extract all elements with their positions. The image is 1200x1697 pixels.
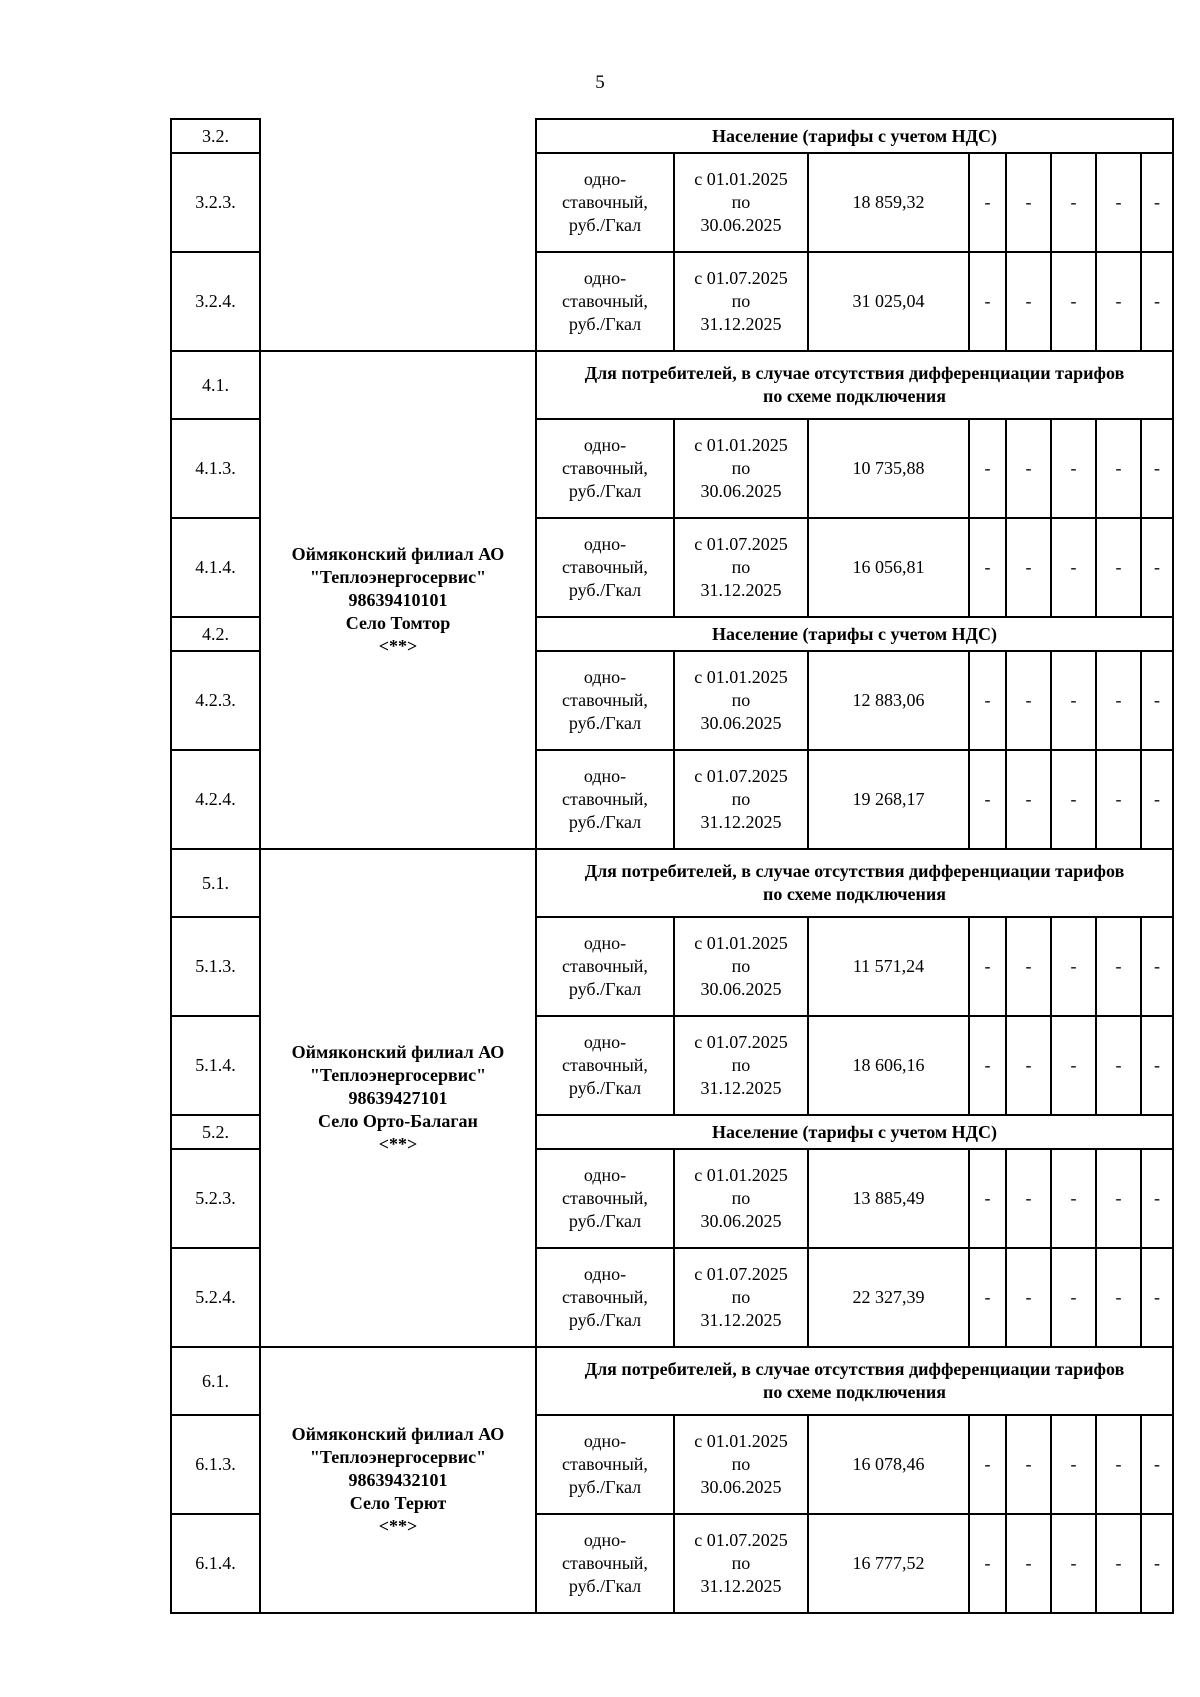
section-header-population: Население (тарифы с учетом НДС): [536, 617, 1173, 651]
cell-line: Село Терют: [349, 1492, 447, 1513]
empty-value-dash: -: [969, 1415, 1006, 1514]
empty-value-dash: -: [969, 750, 1006, 849]
cell-line: руб./Гкал: [568, 1211, 642, 1231]
cell-line: с 01.07.2025: [694, 268, 788, 288]
empty-value-dash: -: [1141, 651, 1173, 750]
empty-value-dash: -: [1006, 153, 1051, 252]
tariff-value: 12 883,06: [808, 651, 969, 750]
cell-line: Оймяконский филиал АО: [291, 1423, 505, 1444]
cell-line: руб./Гкал: [568, 1477, 642, 1497]
cell-line: 31.12.2025: [700, 1576, 782, 1596]
cell-line: 30.06.2025: [700, 481, 782, 501]
period: [674, 1415, 808, 1514]
cell-line: одно-: [583, 667, 627, 687]
empty-value-dash: -: [1051, 1149, 1096, 1248]
period: [674, 518, 808, 617]
cell-line: руб./Гкал: [568, 481, 642, 501]
cell-line: Оймяконский филиал АО: [291, 543, 505, 564]
empty-value-dash: -: [1006, 1149, 1051, 1248]
cell-line: ставочный,: [562, 1287, 648, 1307]
tariff-value: 13 885,49: [808, 1149, 969, 1248]
row-number: 4.1.3.: [171, 419, 260, 518]
section-header-consumers: [536, 351, 1173, 419]
cell-line: ставочный,: [562, 1454, 648, 1474]
empty-value-dash: -: [1096, 750, 1141, 849]
cell-line: одно-: [583, 766, 627, 786]
empty-value-dash: -: [1096, 518, 1141, 617]
empty-value-dash: -: [1006, 1248, 1051, 1347]
cell-line: одно-: [583, 1264, 627, 1284]
cell-line: руб./Гкал: [568, 812, 642, 832]
empty-value-dash: -: [1006, 651, 1051, 750]
empty-value-dash: -: [1051, 1248, 1096, 1347]
empty-value-dash: -: [1096, 1415, 1141, 1514]
cell-line: Село Томтор: [345, 612, 451, 633]
cell-line: 30.06.2025: [700, 1477, 782, 1497]
cell-line: по: [731, 557, 751, 577]
cell-line: руб./Гкал: [568, 713, 642, 733]
empty-value-dash: -: [1051, 419, 1096, 518]
empty-value-dash: -: [1141, 518, 1173, 617]
cell-line: с 01.07.2025: [694, 1530, 788, 1550]
cell-line: Для потребителей, в случае отсутствия дифференциации тарифов: [584, 861, 1125, 881]
cell-line: 98639432101: [348, 1469, 448, 1490]
row-number: 5.2.4.: [171, 1248, 260, 1347]
cell-line: руб./Гкал: [568, 1078, 642, 1098]
empty-value-dash: -: [1006, 252, 1051, 351]
cell-line: 30.06.2025: [700, 215, 782, 235]
rate-type: [536, 419, 674, 518]
cell-line: Оймяконский филиал АО: [291, 1041, 505, 1062]
cell-line: 98639410101: [348, 589, 448, 610]
empty-value-dash: -: [969, 651, 1006, 750]
tariff-value: 18 859,32: [808, 153, 969, 252]
cell-line: по: [731, 789, 751, 809]
empty-value-dash: -: [1051, 1514, 1096, 1613]
cell-line: руб./Гкал: [568, 979, 642, 999]
cell-line: по: [731, 956, 751, 976]
empty-value-dash: -: [1006, 750, 1051, 849]
cell-line: Село Орто-Балаган: [318, 1110, 478, 1131]
cell-line: по: [731, 291, 751, 311]
empty-value-dash: -: [1051, 518, 1096, 617]
row-number: 4.1.: [171, 351, 260, 419]
cell-line: с 01.07.2025: [694, 1264, 788, 1284]
empty-value-dash: -: [1141, 1415, 1173, 1514]
cell-line: 30.06.2025: [700, 979, 782, 999]
cell-line: с 01.07.2025: [694, 534, 788, 554]
empty-value-dash: -: [969, 518, 1006, 617]
empty-value-dash: -: [1006, 917, 1051, 1016]
cell-line: ставочный,: [562, 291, 648, 311]
tariff-value: 22 327,39: [808, 1248, 969, 1347]
rate-type: [536, 1514, 674, 1613]
empty-value-dash: -: [1096, 651, 1141, 750]
cell-line: одно-: [583, 1530, 627, 1550]
row-number: 6.1.: [171, 1347, 260, 1415]
cell-line: ставочный,: [562, 956, 648, 976]
empty-value-dash: -: [1141, 153, 1173, 252]
rate-type: [536, 917, 674, 1016]
empty-value-dash: -: [1006, 1514, 1051, 1613]
cell-line: ставочный,: [562, 690, 648, 710]
rate-type: [536, 1415, 674, 1514]
cell-line: по схеме подключения: [762, 1382, 947, 1402]
empty-value-dash: -: [1051, 153, 1096, 252]
cell-line: ставочный,: [562, 192, 648, 212]
cell-line: по: [731, 458, 751, 478]
row-number: 4.2.3.: [171, 651, 260, 750]
empty-value-dash: -: [1096, 419, 1141, 518]
empty-value-dash: -: [1096, 917, 1141, 1016]
cell-line: 31.12.2025: [700, 314, 782, 334]
cell-line: по: [731, 192, 751, 212]
rate-type: [536, 252, 674, 351]
cell-line: с 01.01.2025: [694, 667, 788, 687]
cell-line: по: [731, 1287, 751, 1307]
section-header-population: Население (тарифы с учетом НДС): [536, 119, 1173, 153]
cell-line: с 01.07.2025: [694, 1032, 788, 1052]
cell-line: одно-: [583, 268, 627, 288]
empty-value-dash: -: [1051, 917, 1096, 1016]
section-header-consumers: [536, 1347, 1173, 1415]
tariff-value: 18 606,16: [808, 1016, 969, 1115]
empty-value-dash: -: [1006, 419, 1051, 518]
row-number: 5.1.: [171, 849, 260, 917]
empty-value-dash: -: [1051, 651, 1096, 750]
table-row: [171, 849, 1173, 917]
cell-line: 31.12.2025: [700, 1310, 782, 1330]
cell-line: по: [731, 1553, 751, 1573]
cell-line: одно-: [583, 1165, 627, 1185]
cell-line: 30.06.2025: [700, 1211, 782, 1231]
empty-value-dash: -: [969, 252, 1006, 351]
tariff-value: 16 056,81: [808, 518, 969, 617]
empty-value-dash: -: [1051, 1415, 1096, 1514]
cell-line: по: [731, 1454, 751, 1474]
empty-value-dash: -: [1141, 1514, 1173, 1613]
table-row: [171, 351, 1173, 419]
period: [674, 750, 808, 849]
cell-line: руб./Гкал: [568, 314, 642, 334]
empty-value-dash: -: [1051, 750, 1096, 849]
row-number: 5.1.4.: [171, 1016, 260, 1115]
row-number: 4.2.4.: [171, 750, 260, 849]
org-cell-continued: [260, 119, 536, 351]
cell-line: "Теплоэнергосервис": [309, 1064, 487, 1085]
row-number: 6.1.4.: [171, 1514, 260, 1613]
empty-value-dash: -: [1141, 1016, 1173, 1115]
period: [674, 651, 808, 750]
rate-type: [536, 750, 674, 849]
cell-line: по: [731, 1055, 751, 1075]
cell-line: 30.06.2025: [700, 713, 782, 733]
empty-value-dash: -: [969, 1149, 1006, 1248]
empty-value-dash: -: [1096, 153, 1141, 252]
cell-line: по схеме подключения: [762, 884, 947, 904]
cell-line: ставочный,: [562, 458, 648, 478]
cell-line: 31.12.2025: [700, 580, 782, 600]
empty-value-dash: -: [969, 1248, 1006, 1347]
empty-value-dash: -: [1141, 419, 1173, 518]
empty-value-dash: -: [1051, 252, 1096, 351]
tariff-value: 31 025,04: [808, 252, 969, 351]
period: [674, 1016, 808, 1115]
empty-value-dash: -: [1141, 252, 1173, 351]
row-number: 6.1.3.: [171, 1415, 260, 1514]
empty-value-dash: -: [969, 419, 1006, 518]
cell-line: 31.12.2025: [700, 812, 782, 832]
cell-line: Для потребителей, в случае отсутствия дифференциации тарифов: [584, 1359, 1125, 1379]
rate-type: [536, 1248, 674, 1347]
empty-value-dash: -: [969, 153, 1006, 252]
cell-line: ставочный,: [562, 1553, 648, 1573]
rate-type: [536, 518, 674, 617]
cell-line: одно-: [583, 534, 627, 554]
row-number: 3.2.: [171, 119, 260, 153]
empty-value-dash: -: [1006, 1016, 1051, 1115]
cell-line: 98639427101: [348, 1087, 448, 1108]
cell-line: с 01.01.2025: [694, 169, 788, 189]
tariff-value: 16 777,52: [808, 1514, 969, 1613]
rate-type: [536, 153, 674, 252]
table-row: [171, 1347, 1173, 1415]
cell-line: ставочный,: [562, 1188, 648, 1208]
period: [674, 252, 808, 351]
cell-line: "Теплоэнергосервис": [309, 1446, 487, 1467]
rate-type: [536, 651, 674, 750]
tariff-value: 11 571,24: [808, 917, 969, 1016]
organization-name: [260, 351, 536, 849]
period: [674, 1248, 808, 1347]
tariff-value: 16 078,46: [808, 1415, 969, 1514]
page-number: 5: [595, 72, 605, 93]
empty-value-dash: -: [1141, 750, 1173, 849]
cell-line: <**>: [378, 1133, 418, 1154]
row-number: 3.2.4.: [171, 252, 260, 351]
cell-line: ставочный,: [562, 557, 648, 577]
empty-value-dash: -: [1096, 1248, 1141, 1347]
cell-line: <**>: [378, 1515, 418, 1536]
tariff-value: 19 268,17: [808, 750, 969, 849]
empty-value-dash: -: [1141, 1248, 1173, 1347]
row-number: 4.2.: [171, 617, 260, 651]
cell-line: <**>: [378, 635, 418, 656]
cell-line: по: [731, 1188, 751, 1208]
period: [674, 153, 808, 252]
empty-value-dash: -: [1096, 1514, 1141, 1613]
empty-value-dash: -: [1096, 1016, 1141, 1115]
period: [674, 1149, 808, 1248]
period: [674, 917, 808, 1016]
period: [674, 1514, 808, 1613]
cell-line: одно-: [583, 933, 627, 953]
empty-value-dash: -: [969, 1016, 1006, 1115]
cell-line: с 01.01.2025: [694, 933, 788, 953]
section-header-population: Население (тарифы с учетом НДС): [536, 1115, 1173, 1149]
cell-line: одно-: [583, 1431, 627, 1451]
cell-line: 31.12.2025: [700, 1078, 782, 1098]
cell-line: ставочный,: [562, 789, 648, 809]
empty-value-dash: -: [1006, 518, 1051, 617]
row-number: 4.1.4.: [171, 518, 260, 617]
cell-line: с 01.01.2025: [694, 1431, 788, 1451]
row-number: 5.2.3.: [171, 1149, 260, 1248]
period: [674, 419, 808, 518]
table-row: [171, 119, 1173, 153]
cell-line: руб./Гкал: [568, 1310, 642, 1330]
tariff-table: [170, 118, 1174, 1614]
row-number: 5.1.3.: [171, 917, 260, 1016]
cell-line: "Теплоэнергосервис": [309, 566, 487, 587]
empty-value-dash: -: [1141, 917, 1173, 1016]
rate-type: [536, 1149, 674, 1248]
cell-line: руб./Гкал: [568, 580, 642, 600]
row-number: 3.2.3.: [171, 153, 260, 252]
cell-line: руб./Гкал: [568, 1576, 642, 1596]
cell-line: руб./Гкал: [568, 215, 642, 235]
organization-name: [260, 849, 536, 1347]
row-number: 5.2.: [171, 1115, 260, 1149]
cell-line: ставочный,: [562, 1055, 648, 1075]
empty-value-dash: -: [1096, 1149, 1141, 1248]
section-header-consumers: [536, 849, 1173, 917]
organization-name: [260, 1347, 536, 1613]
empty-value-dash: -: [1141, 1149, 1173, 1248]
rate-type: [536, 1016, 674, 1115]
tariff-value: 10 735,88: [808, 419, 969, 518]
empty-value-dash: -: [1006, 1415, 1051, 1514]
cell-line: с 01.07.2025: [694, 766, 788, 786]
cell-line: одно-: [583, 435, 627, 455]
cell-line: с 01.01.2025: [694, 1165, 788, 1185]
empty-value-dash: -: [1096, 252, 1141, 351]
empty-value-dash: -: [969, 1514, 1006, 1613]
cell-line: одно-: [583, 169, 627, 189]
cell-line: по: [731, 690, 751, 710]
cell-line: одно-: [583, 1032, 627, 1052]
cell-line: по схеме подключения: [762, 386, 947, 406]
cell-line: Для потребителей, в случае отсутствия дифференциации тарифов: [584, 363, 1125, 383]
empty-value-dash: -: [969, 917, 1006, 1016]
empty-value-dash: -: [1051, 1016, 1096, 1115]
cell-line: с 01.01.2025: [694, 435, 788, 455]
